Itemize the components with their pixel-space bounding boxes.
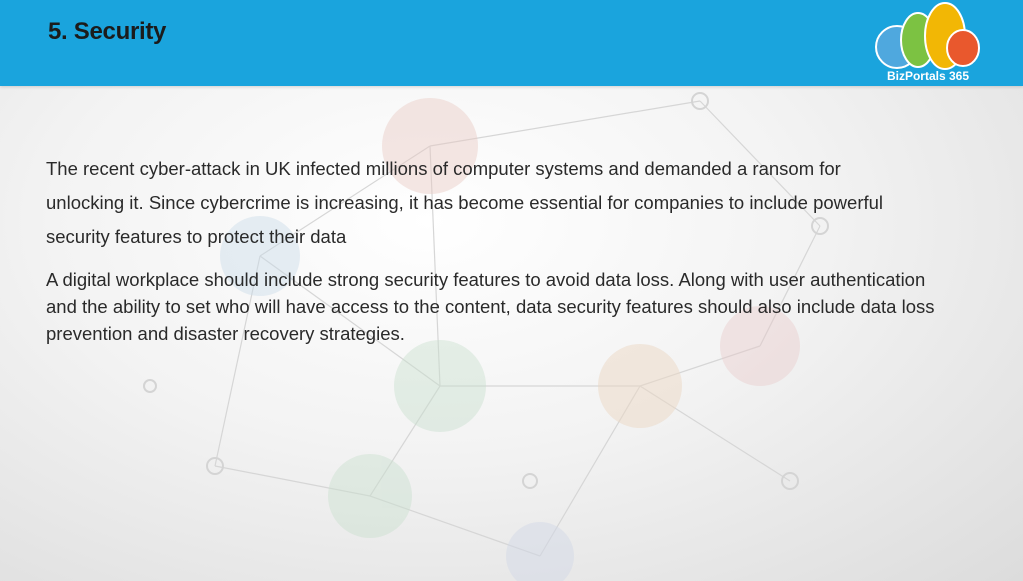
paragraph-cyber-attack: The recent cyber-attack in UK infected millions of computer systems and demanded a ransom for unlocking it. Since cybercrime is increasing, it has become essential for companies to include powerful security features to protect their data xyxy=(46,158,884,247)
paragraph-digital-workplace: A digital workplace should include strong security features to avoid data loss. Along with user authentication and the ability to set who will have access to the content, data security features should also include data loss prevention and disaster recovery strategies. xyxy=(46,269,935,344)
bizportals-logo-icon xyxy=(873,0,983,70)
bizportals-logo xyxy=(873,0,983,86)
header-band xyxy=(0,0,1023,86)
page-title: 5. Security xyxy=(48,18,167,45)
logo-text: BizPortals 365 xyxy=(886,69,970,83)
slide-content xyxy=(46,152,946,347)
